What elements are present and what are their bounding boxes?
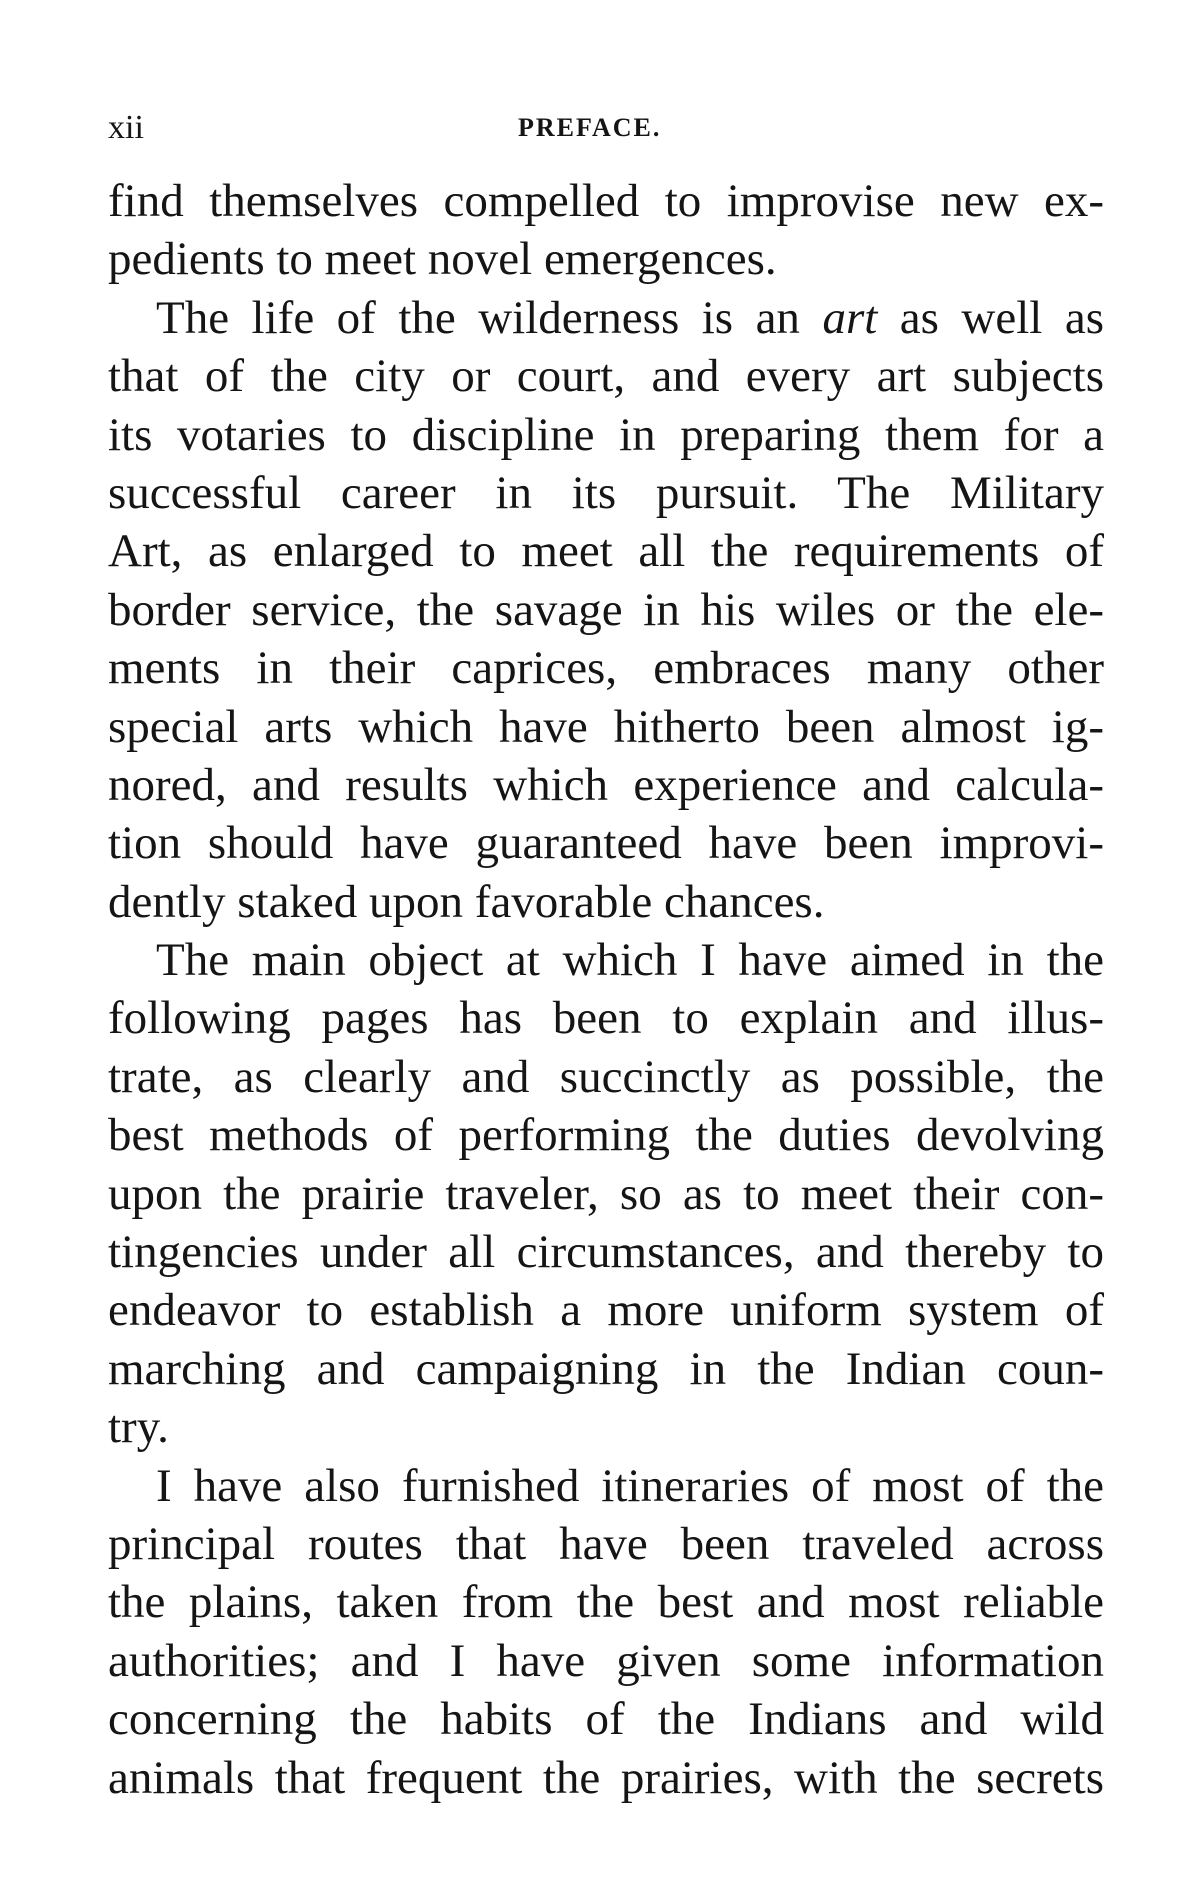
text-line: principal routes that have been traveled across	[108, 1517, 1104, 1570]
text-line: find themselves compelled to improvise new ex-	[108, 175, 1104, 227]
page-number: xii	[108, 109, 144, 146]
page-header	[108, 108, 1108, 148]
text-segment: as well as	[877, 291, 1104, 344]
text-line: pedients to meet novel emergences.	[108, 233, 777, 286]
text-line: I have also furnished itineraries of most of the	[156, 1459, 1104, 1512]
text-line: following pages has been to explain and illus-	[108, 992, 1104, 1045]
text-line: concerning the habits of the Indians and wild	[108, 1693, 1104, 1746]
text-line: special arts which have hitherto been almost ig-	[108, 700, 1104, 753]
text-segment: The life of the wilderness is an	[156, 291, 823, 344]
text-line: try.	[108, 1401, 169, 1454]
text-line: tion should have guaranteed have been improvi-	[108, 817, 1104, 870]
text-line: best methods of performing the duties devolving	[108, 1109, 1104, 1162]
text-line: upon the prairie traveler, so as to meet their con-	[108, 1167, 1104, 1220]
text-line: animals that frequent the prairies, with the secrets	[108, 1751, 1104, 1804]
text-line: dently staked upon favorable chances.	[108, 875, 825, 928]
text-line: authorities; and I have given some information	[108, 1634, 1104, 1687]
text-line: ments in their caprices, embraces many other	[108, 642, 1104, 695]
running-head: PREFACE.	[518, 113, 662, 142]
text-line: trate, as clearly and succinctly as possible, the	[108, 1050, 1104, 1103]
emphasized-word: art	[822, 291, 878, 344]
text-line: tingencies under all circumstances, and thereby to	[108, 1226, 1104, 1279]
text-line: endeavor to establish a more uniform system of	[108, 1284, 1104, 1337]
text-line: the plains, taken from the best and most reliable	[108, 1576, 1104, 1629]
text-line: The main object at which I have aimed in the	[156, 934, 1104, 987]
text-line: successful career in its pursuit. The Military	[108, 466, 1104, 519]
text-line: its votaries to discipline in preparing them for a	[108, 408, 1104, 461]
body-text	[108, 172, 1104, 1807]
text-line	[108, 289, 1104, 347]
text-line: marching and campaigning in the Indian coun-	[108, 1342, 1104, 1395]
text-line: nored, and results which experience and calcula-	[108, 758, 1104, 811]
text-line: Art, as enlarged to meet all the requirements of	[108, 525, 1104, 578]
text-line: border service, the savage in his wiles or the ele-	[108, 583, 1104, 636]
text-line: that of the city or court, and every art subjects	[108, 350, 1104, 403]
